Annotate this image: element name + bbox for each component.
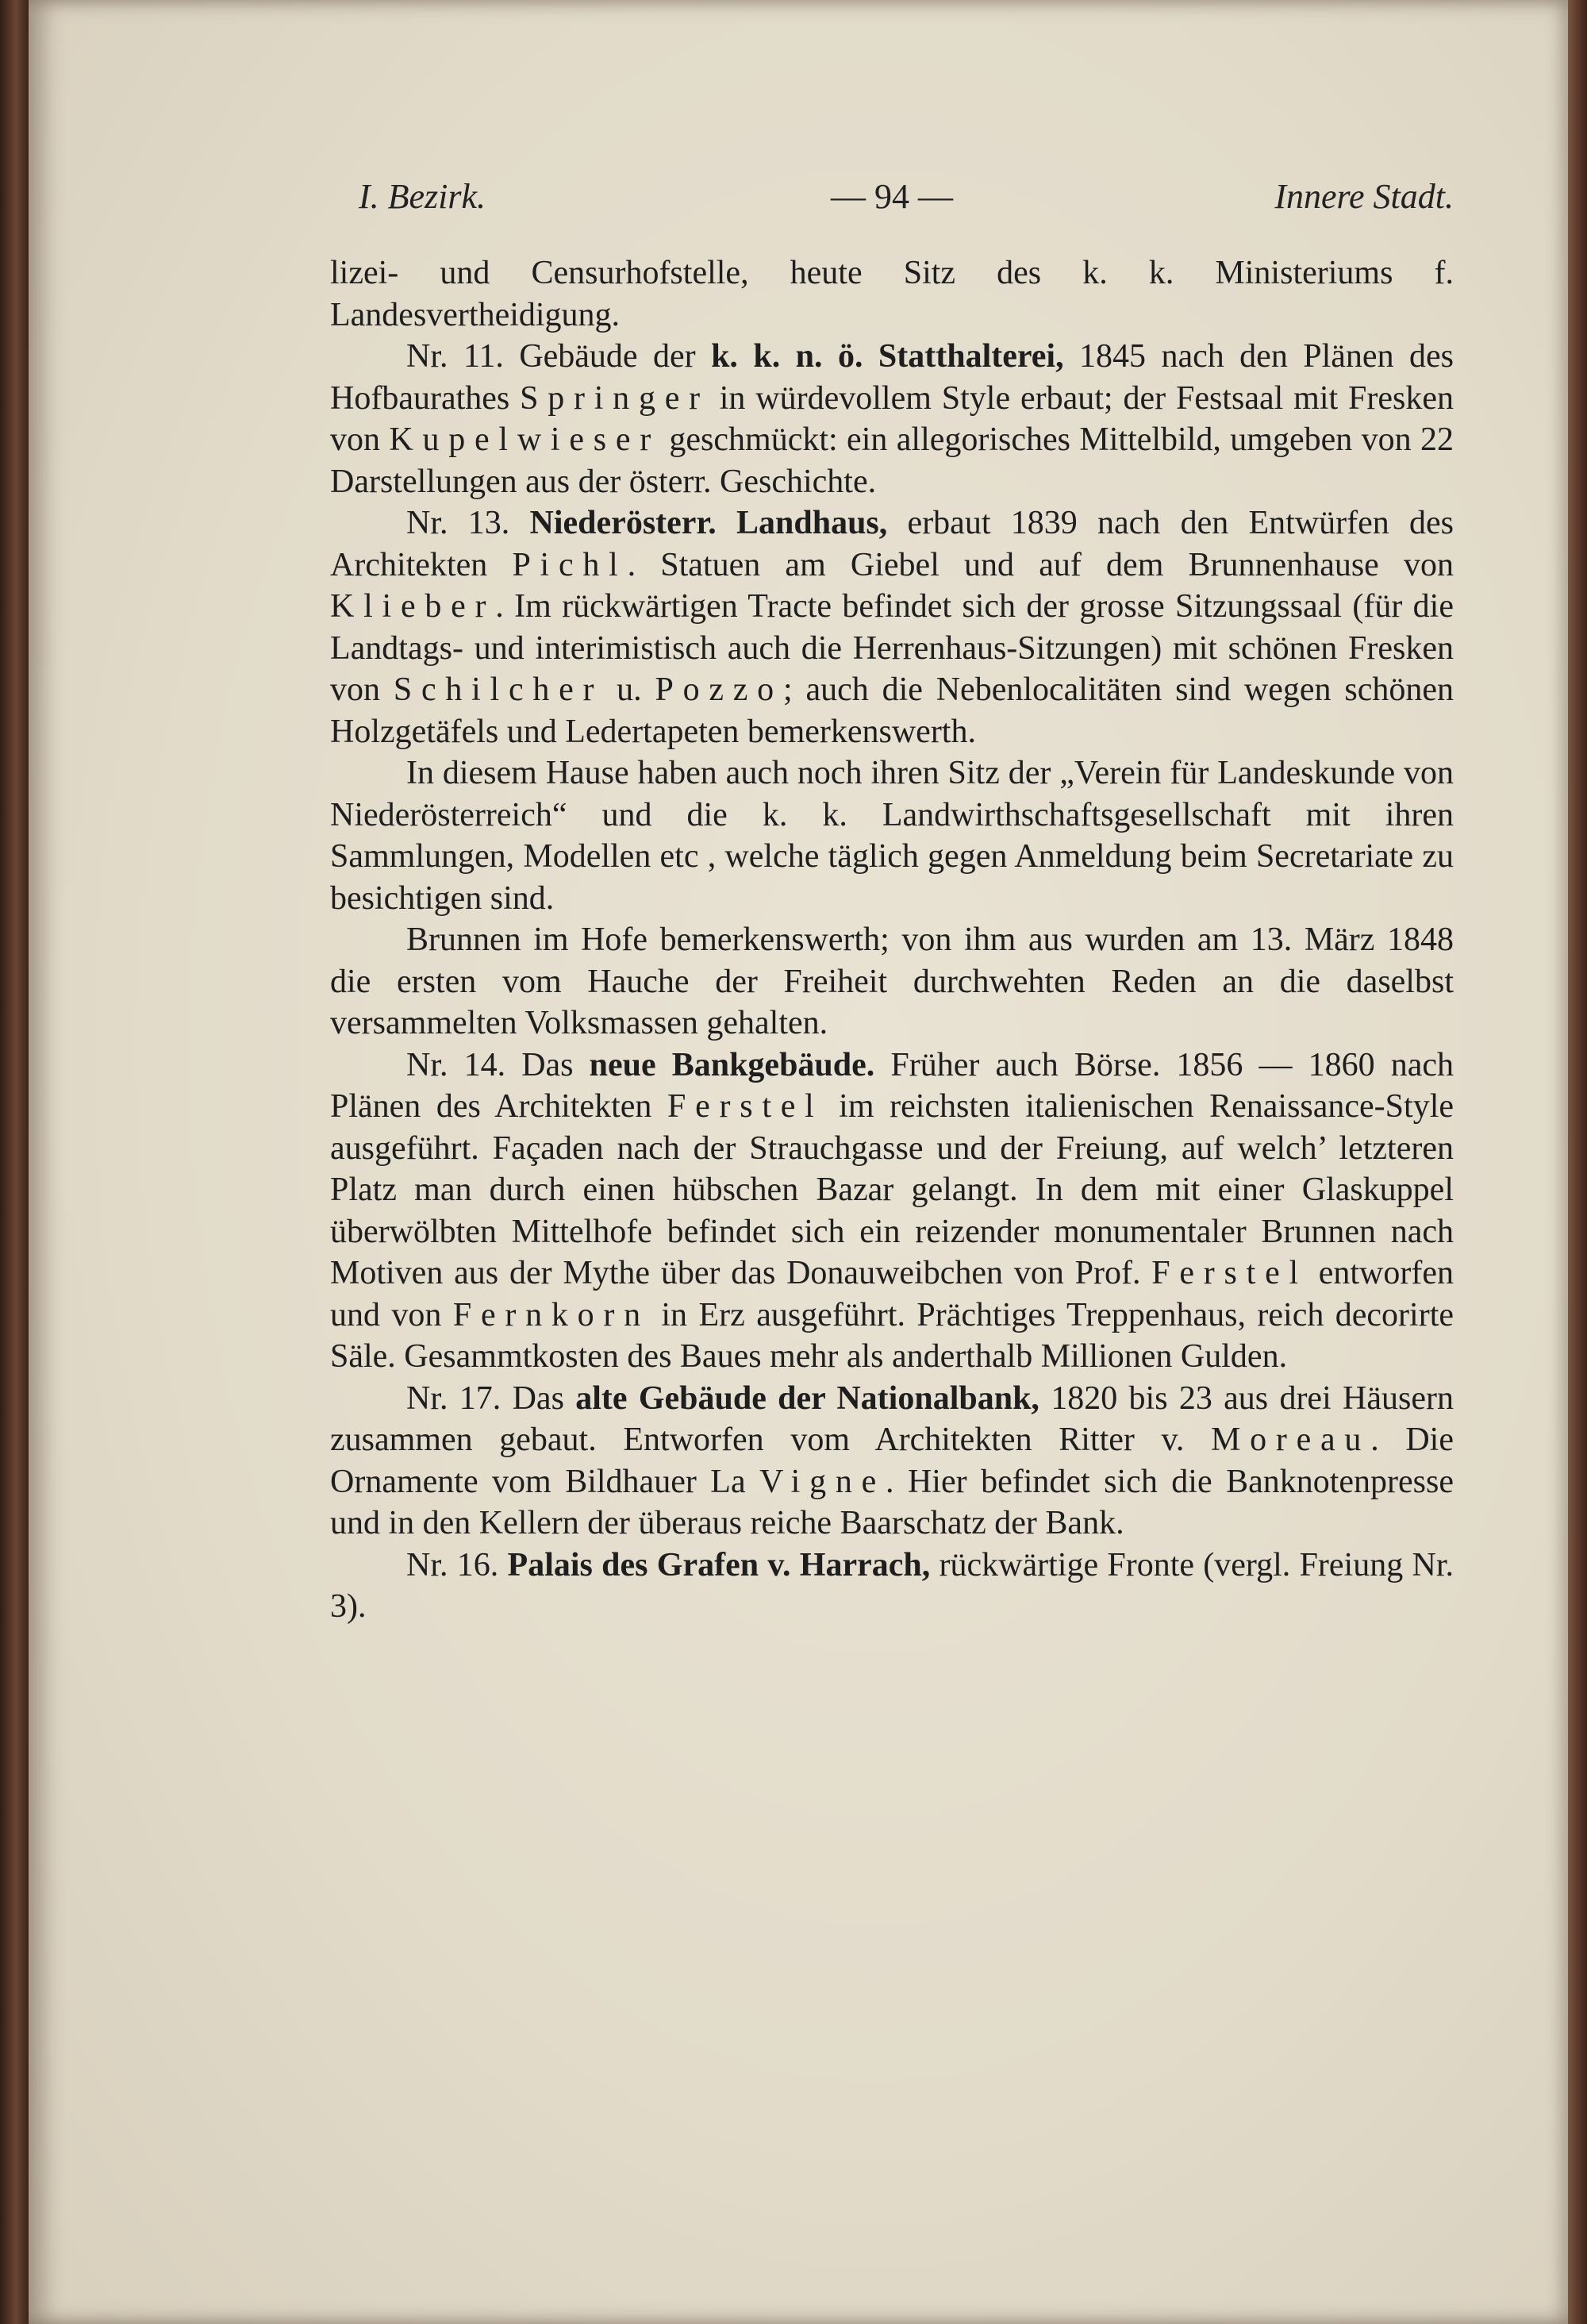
text-run: . Im rückwärtigen Tracte befindet sich der grosse Sitzungssaal (für die Landtags- und interimistisch auch die Herrenhaus-Sitzungen) mit schönen Fresken von xyxy=(330,588,1454,708)
text-run: entworfen und von xyxy=(330,1255,1454,1333)
bold-heading: alte Gebäude der Nationalbank, xyxy=(575,1379,1039,1417)
header-district: I. Bezirk. xyxy=(359,177,486,216)
body-text xyxy=(330,252,1454,1628)
spaced-name: Fernkorn xyxy=(452,1296,650,1333)
text-run: In diesem Hause haben auch noch ihren Sitz der „Verein für Landeskunde von Niederösterreich“ und die k. k. Landwirthschaftsgesellschaft mit ihren Sammlungen, Modellen etc , welche täglich gegen Anmeldung beim Secretariate zu besichtigen sind. xyxy=(330,755,1454,917)
text-run: Nr. 16. xyxy=(406,1546,508,1583)
text-run: im reichsten italienischen Renaissance-Style ausgeführt. Façaden nach der Strauchgasse und der Freiung, auf welch’ letzteren Platz man durch einen hübschen Bazar gelangt. In dem mit einer Glaskuppel überwölbten Mittelhofe befindet sich ein reizender monumentaler Brunnen nach Motiven aus der Mythe über das Donauweibchen von Prof. xyxy=(330,1088,1454,1291)
paragraph xyxy=(330,502,1454,752)
header-area: Innere Stadt. xyxy=(1274,177,1454,216)
page-edge xyxy=(1568,0,1587,2324)
spaced-name: Pozzo xyxy=(655,671,783,708)
spaced-name: Kupelwieser xyxy=(389,421,661,458)
paragraph xyxy=(330,919,1454,1045)
bold-heading: Palais des Grafen v. Harrach, xyxy=(507,1546,931,1583)
text-run: Früher auch Börse. 1856 — 1860 nach Plänen des Architekten xyxy=(330,1046,1454,1125)
paragraph xyxy=(330,1378,1454,1545)
text-run: 1845 nach den Plänen des Hofbaurathes xyxy=(330,338,1454,417)
text-run: in würdevollem Style erbaut; der Festsaal mit Fresken von xyxy=(330,379,1454,458)
spaced-name: Schilcher xyxy=(393,671,604,708)
paragraph xyxy=(330,1545,1454,1628)
text-run: in Erz ausgeführt. Prächtiges Treppenhaus, reich decorirte Säle. Gesammtkosten des Baues mehr als anderthalb Millionen Gulden. xyxy=(330,1296,1454,1375)
text-run: . Statuen am Giebel und auf dem Brunnenhause von xyxy=(627,546,1454,583)
text-run: Nr. 11. Gebäude der xyxy=(406,338,712,375)
spaced-name: Klieber xyxy=(330,588,496,625)
text-run: u. xyxy=(603,671,655,708)
running-header xyxy=(330,173,1454,229)
bold-heading: neue Bankgebäude. xyxy=(589,1046,875,1083)
text-run: ; auch die Nebenlocalitäten sind wegen schönen Holzgetäfels und Ledertapeten bemerkenswerth. xyxy=(330,671,1454,750)
spaced-name: Pichl xyxy=(512,546,628,583)
spaced-name: Springer xyxy=(520,379,709,417)
spaced-name: Moreau xyxy=(1211,1422,1371,1458)
page-number: — 94 — xyxy=(831,177,953,216)
paragraph xyxy=(330,252,1454,336)
text-run: Brunnen im Hofe bemerkenswerth; von ihm aus wurden am 13. März 1848 die ersten vom Hauche der Freiheit durchwehten Reden an die daselbst versammelten Volksmassen gehalten. xyxy=(330,922,1454,1041)
text-run: Nr. 14. Das xyxy=(406,1046,590,1083)
text-run: Nr. 17. Das xyxy=(406,1379,576,1417)
spaced-name: Ferstel xyxy=(667,1088,824,1125)
paragraph xyxy=(330,752,1454,919)
book-binding xyxy=(0,0,29,2324)
text-run: . Hier befindet sich die Banknotenpresse und in den Kellern der überaus reiche Baarschatz der Bank. xyxy=(330,1463,1454,1541)
text-run: . Die Ornamente vom Bildhauer La xyxy=(330,1422,1454,1500)
text-run: erbaut 1839 nach den Entwürfen des Architekten xyxy=(330,505,1454,583)
spaced-name: Vigne xyxy=(759,1463,886,1500)
paragraph xyxy=(330,1045,1454,1378)
text-run: 1820 bis 23 aus drei Häusern zusammen gebaut. Entworfen vom Architekten Ritter v. xyxy=(330,1379,1454,1458)
paragraph xyxy=(330,336,1454,502)
spaced-name: Ferstel xyxy=(1151,1255,1308,1291)
bold-heading: k. k. n. ö. Statthalterei, xyxy=(711,338,1064,375)
text-run: Nr. 13. xyxy=(406,505,530,541)
text-run: lizei- und Censurhofstelle, heute Sitz des k. k. Ministeriums f. Landesvertheidigung. xyxy=(330,255,1454,333)
text-run: geschmückt: ein allegorisches Mittelbild, umgeben von 22 Darstellungen aus der österr. Geschichte. xyxy=(330,421,1454,500)
bold-heading: Niederösterr. Landhaus, xyxy=(529,505,888,541)
text-run: rückwärtige Fronte (vergl. Freiung Nr. 3). xyxy=(330,1546,1454,1625)
